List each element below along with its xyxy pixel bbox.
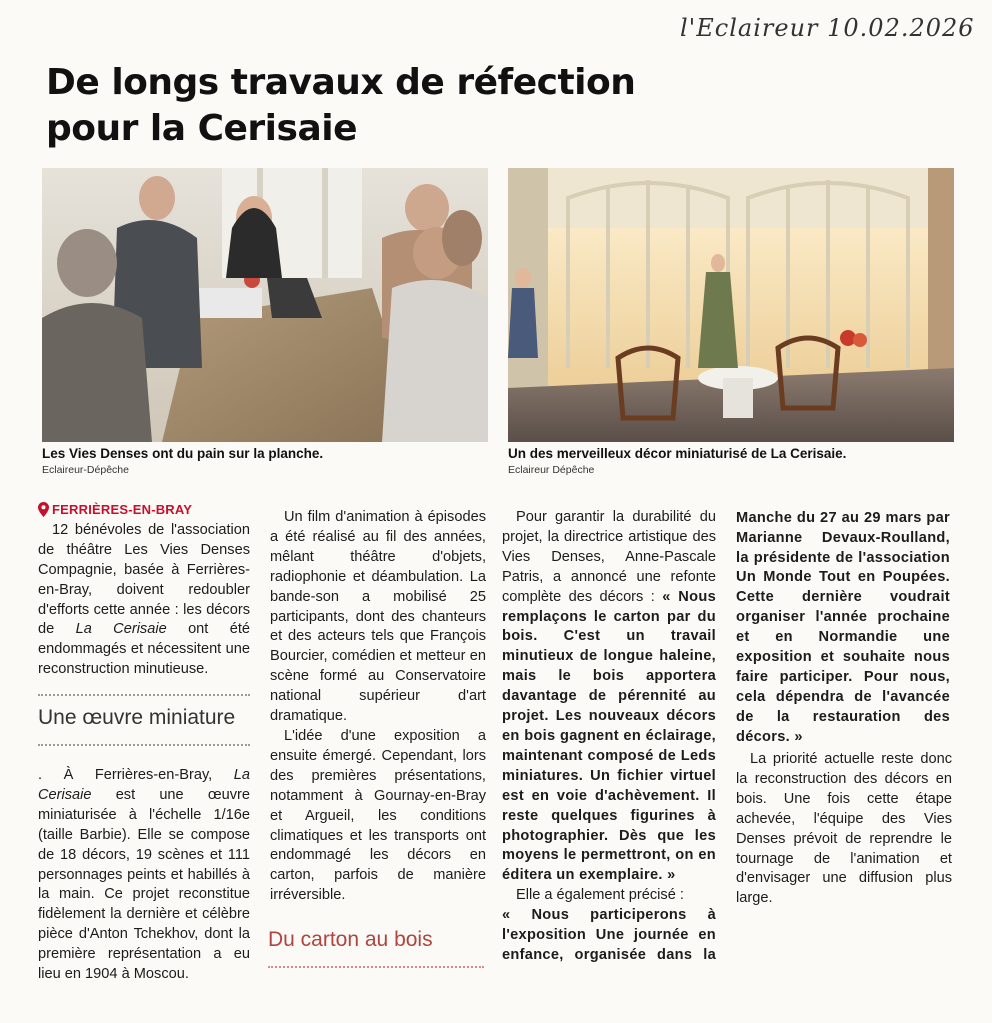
- photo-miniature-set: [508, 168, 954, 442]
- headline-line-1: De longs travaux de réfection: [46, 62, 636, 103]
- location-label: FERRIÈRES-EN-BRAY: [52, 502, 193, 517]
- headline: [46, 60, 746, 152]
- paragraph-quote-part-1: [502, 906, 716, 968]
- photo-miniature-caption: Un des merveilleux décor miniaturisé de La Cerisaie.: [508, 446, 847, 461]
- photo-meeting: [42, 168, 488, 442]
- photo-meeting-caption: Les Vies Denses ont du pain sur la planche.: [42, 446, 324, 461]
- article-column-4: [736, 509, 952, 749]
- paragraph-precision: [502, 886, 716, 906]
- para5-intro: Pour garantir la durabilité du projet, la directrice artistique des Vies Denses, Anne-Pascale Patris, a annoncé une refonte complète des décors :: [502, 509, 716, 605]
- article-column-1: [38, 500, 250, 680]
- intro-paragraph: [38, 521, 250, 680]
- photo-miniature-credit: Eclaireur Dépêche: [508, 464, 595, 476]
- photo-miniature-image: [508, 168, 954, 442]
- intro-text-c: ont été endommagés et nécessitent une reconstruction minutieuse.: [38, 621, 250, 678]
- article-column-1-lower: [38, 766, 250, 985]
- subhead-carton-bois: Du carton au bois: [268, 928, 433, 951]
- para2-text-c: est une œuvre miniaturisée à l'échelle 1/16e (taille Barbie). Elle se compose de 18 décors, 19 scènes et 111 personnages peints et habillés à la main. Ce projet reconstitue fidèlement la dernière et célèbre pièce d'Anton Tchekhov, dont la première représentation a eu lieu en 1904 à Moscou.: [38, 786, 250, 983]
- paragraph-oeuvre: [38, 766, 250, 985]
- quote-continuation: [736, 509, 952, 748]
- para6-quote-b: Manche du 27 au 29 mars par Marianne Devaux-Roulland, la présidente de l'association Un Monde Tout en Poupées. Cette dernière voudrait organiser l'année prochaine et en Normandie une exposition et souhaite nous faire participer. Pour nous, cela dépendra de l'avancée de la restauration des décors. »: [736, 509, 950, 745]
- article-column-3-quote: [502, 906, 716, 968]
- subhead-oeuvre-miniature: Une œuvre miniature: [38, 706, 236, 729]
- article-column-4-lower: [736, 750, 952, 909]
- location-tag: [38, 500, 250, 520]
- para2-title: La Cerisaie: [38, 767, 250, 803]
- map-pin-icon: [38, 502, 49, 517]
- photo-meeting-credit: Eclaireur-Dépêche: [42, 464, 129, 476]
- handwritten-note: l'Eclaireur 10.02.2026: [680, 14, 975, 42]
- para5-quote: « Nous remplaçons le carton par du bois. C'est un travail minutieux de longue haleine, mais le bois apportera davantage de pérennité au projet. Les nouveaux décors en bois gagnent en éclairage, maintenant composé de Leds miniatures. Un fichier virtuel est en voie d'achèvement. Il reste quelques figurines à photographier. Dès que les moyens le permettront, on en éditera un exemplaire. »: [502, 588, 716, 884]
- paragraph-exposition: L'idée d'une exposition a ensuite émergé. Cependant, lors des premières présentations, notamment à Gournay-en-Bray et Argueil, les conditions climatiques et les transports ont endommagé les décors en carton, parfois de manière irréversible.: [270, 727, 486, 904]
- quote-continuation-inner: [736, 509, 950, 748]
- paragraph-film: Un film d'animation à épisodes a été réalisé au fil des années, mêlant théâtre d'objets, radiophonie et déambulation. La bande-son a mobilisé 25 participants, dont des chanteurs et des acteurs tels que François Bourcier, comédien et metteur en scène formé au Conservatoire national supérieur d'art dramatique.: [270, 509, 486, 725]
- intro-text-a: 12 bénévoles de l'association de théâtre Les Vies Denses Compagnie, basée à Ferrières-en-Bray, doivent redoubler d'efforts cette année : les décors de: [38, 521, 250, 638]
- para2-text-a: . À Ferrières-en-Bray,: [38, 767, 234, 783]
- subhead-1-rule-bottom: [38, 744, 250, 746]
- para6-intro: Elle a également précisé :: [516, 887, 684, 904]
- article-column-3: [502, 508, 716, 906]
- photo-meeting-image: [42, 168, 488, 442]
- headline-line-2: pour la Cerisaie: [46, 108, 357, 149]
- para6-quote-a: « Nous participerons à l'exposition Une journée en enfance, organisée dans la: [502, 907, 716, 963]
- paragraph-priorite: La priorité actuelle reste donc la reconstruction des décors en bois. Une fois cette étape achevée, l'équipe des Vies Denses prévoit de reprendre le tournage de l'animation et d'envisager une diffusion plus large.: [736, 751, 952, 907]
- intro-title: La Cerisaie: [75, 621, 167, 638]
- subhead-2-rule: [268, 966, 484, 968]
- subhead-1-rule-top: [38, 694, 250, 696]
- article-column-2: [270, 508, 486, 906]
- paragraph-durabilite: [502, 508, 716, 886]
